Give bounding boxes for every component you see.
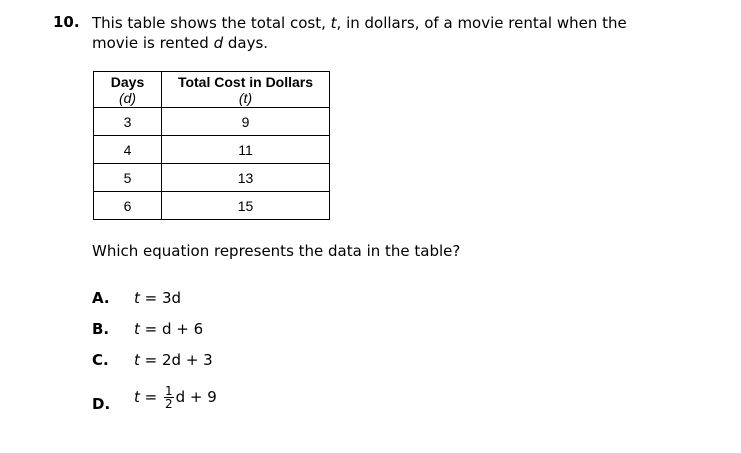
equation-lhs: t <box>134 388 140 406</box>
fraction <box>164 385 174 410</box>
stem-text: days. <box>223 34 269 52</box>
cell-days: 6 <box>94 192 162 220</box>
stem-text: movie is rented <box>92 34 214 52</box>
option-equation <box>134 385 217 410</box>
table-row <box>94 192 330 220</box>
option-letter: A. <box>92 289 110 307</box>
equals-sign: = <box>139 388 162 406</box>
header-days <box>94 72 162 108</box>
question-stem <box>92 13 627 53</box>
fraction-numerator: 1 <box>165 384 173 398</box>
equation-lhs: t <box>134 351 140 369</box>
fraction-denominator: 2 <box>165 397 173 411</box>
cell-cost: 13 <box>162 164 330 192</box>
equation-rhs: = 2d + 3 <box>139 351 213 369</box>
equation-rhs: = 3d <box>139 289 182 307</box>
option-equation <box>134 320 203 338</box>
stem-text: , in dollars, of a movie rental when the <box>336 14 627 32</box>
table-row <box>94 136 330 164</box>
header-label: Days <box>110 73 145 90</box>
option-equation <box>134 289 181 307</box>
option-equation <box>134 351 213 369</box>
equation-lhs: t <box>134 320 140 338</box>
header-variable: (d) <box>118 89 137 106</box>
cell-days: 3 <box>94 108 162 136</box>
stem-text: This table shows the total cost, <box>92 14 331 32</box>
variable-t: t <box>330 14 337 32</box>
variable-d: d <box>213 34 224 52</box>
header-label: Total Cost in Dollars <box>177 73 314 90</box>
header-total-cost <box>162 72 330 108</box>
data-table <box>93 71 330 220</box>
question-number: 10. <box>53 13 80 31</box>
cell-cost: 15 <box>162 192 330 220</box>
cell-cost: 9 <box>162 108 330 136</box>
stem-line-2 <box>92 33 627 53</box>
question-prompt: Which equation represents the data in the table? <box>92 242 461 260</box>
equation-rhs: = d + 6 <box>139 320 204 338</box>
table-row <box>94 164 330 192</box>
header-variable: (t) <box>238 89 253 106</box>
equation-lhs: t <box>134 289 140 307</box>
equation-tail: d + 9 <box>175 388 217 406</box>
stem-line-1 <box>92 13 627 33</box>
option-letter: B. <box>92 320 110 338</box>
option-letter: D. <box>92 395 111 413</box>
cell-days: 4 <box>94 136 162 164</box>
table-header-row <box>94 72 330 108</box>
cell-days: 5 <box>94 164 162 192</box>
option-letter: C. <box>92 351 109 369</box>
table-row <box>94 108 330 136</box>
cell-cost: 11 <box>162 136 330 164</box>
